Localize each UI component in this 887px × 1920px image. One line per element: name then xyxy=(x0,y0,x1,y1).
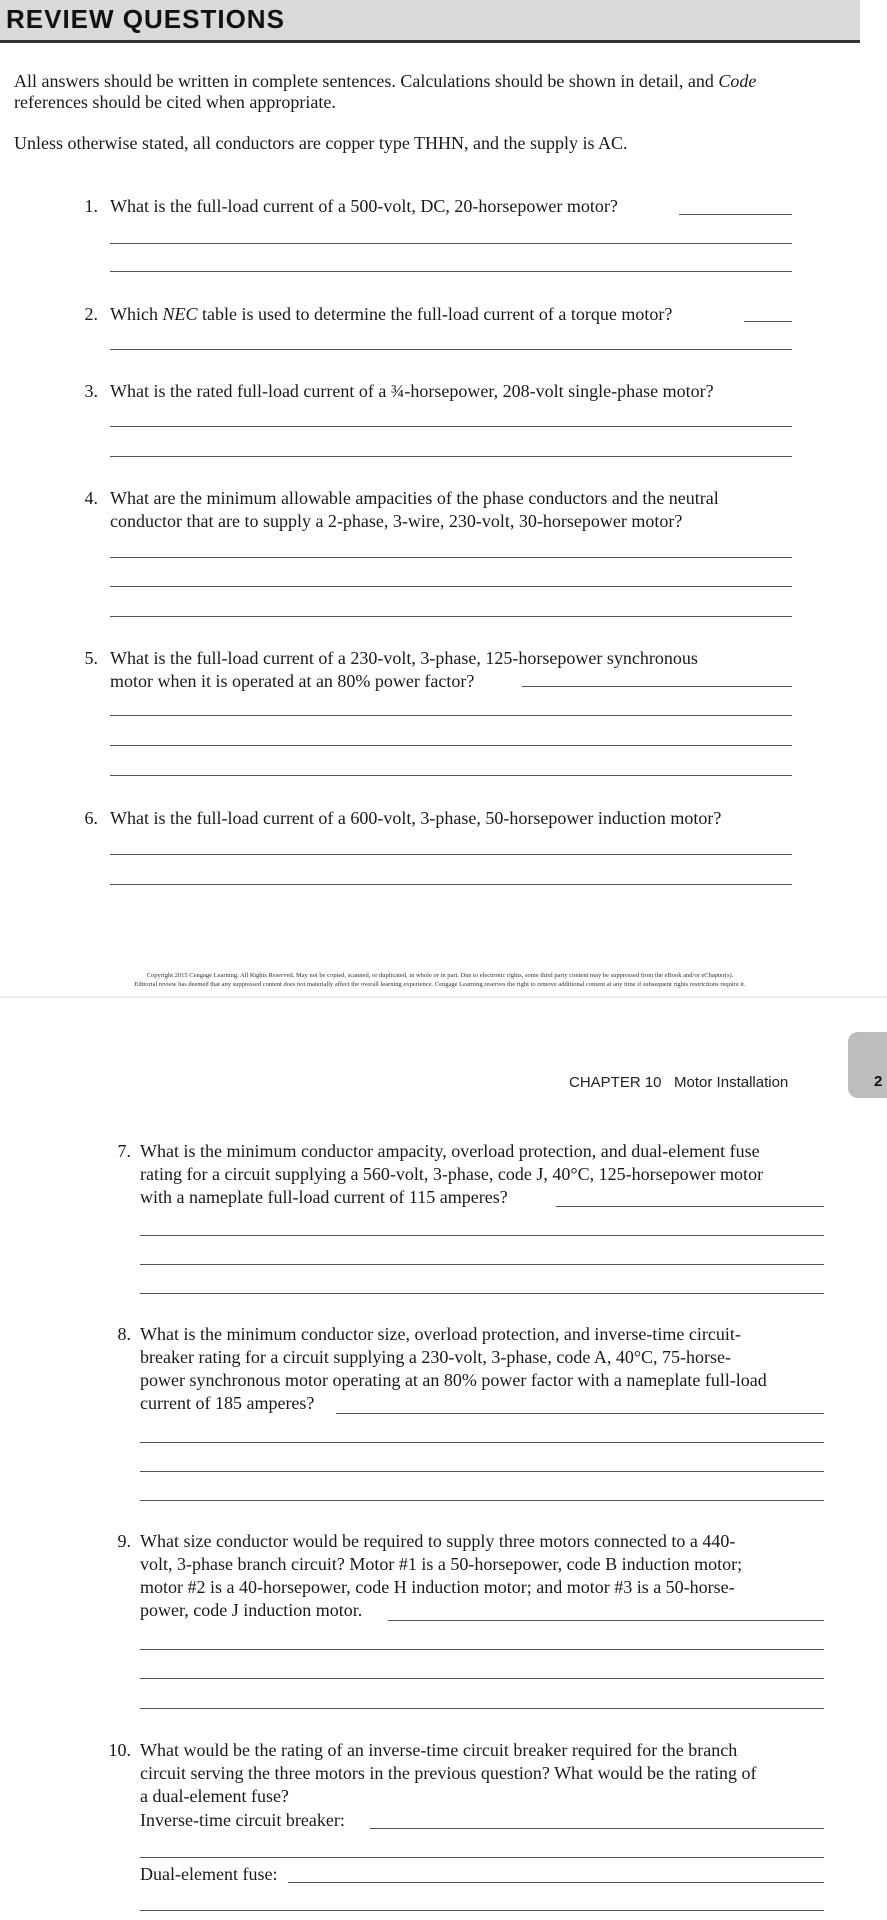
intro-line-3: Unless otherwise stated, all conductors are copper type THHN, and the supply is AC. xyxy=(14,133,628,153)
page-number: 2 xyxy=(874,1073,883,1090)
answer-line[interactable] xyxy=(110,426,792,427)
answer-line[interactable] xyxy=(522,686,792,687)
question-8: 8. What is the minimum conductor size, overload protection, and inverse-time circuit- breaker rating for a circuit supplying a 230-volt, 3-phase, code A, 40°C, 75-horse- power synchronous motor operating at an 80% power factor with a nameplate full-load current of 185 amperes? xyxy=(117,1324,767,1413)
answer-line[interactable] xyxy=(336,1413,824,1414)
answer-line[interactable] xyxy=(388,1620,824,1621)
intro-text xyxy=(14,71,874,92)
answer-line[interactable] xyxy=(679,214,792,215)
answer-line[interactable] xyxy=(140,1264,824,1265)
answer-line[interactable] xyxy=(110,616,792,617)
answer-line[interactable] xyxy=(110,243,792,244)
answer-line[interactable] xyxy=(110,715,792,716)
page-title: REVIEW QUESTIONS xyxy=(6,4,285,34)
answer-line[interactable] xyxy=(140,1678,824,1679)
answer-line[interactable] xyxy=(140,1442,824,1443)
answer-line[interactable] xyxy=(140,1471,824,1472)
answer-line[interactable] xyxy=(140,1235,824,1236)
question-6: 6. What is the full-load current of a 600-volt, 3-phase, 50-horsepower induction motor? xyxy=(84,808,722,828)
copyright-notice: Copyright 2015 Cengage Learning. All Rights Reserved. May not be copied, scanned, or duplicated, in whole or in part. Due to electronic rights, some third party content may be suppressed from the eBook and/or eChapter(s). Editorial review has deemed that any suppressed content does not materially affect the overall learning experience. Cengage Learning reserves the right to remove additional content at any time if subsequent rights restrictions require it. xyxy=(134,972,746,988)
answer-line[interactable] xyxy=(140,1500,824,1501)
intro-line-2: references should be cited when appropriate. xyxy=(14,92,336,112)
question-1: 1. What is the full-load current of a 500-volt, DC, 20-horsepower motor? xyxy=(84,196,618,216)
answer-line[interactable] xyxy=(140,1649,824,1650)
question-7: 7. What is the minimum conductor ampacity, overload protection, and dual-element fuse rating for a circuit supplying a 560-volt, 3-phase, code J, 40°C, 125-horsepower motor with a nameplate full-load current of 115 amperes? xyxy=(117,1141,764,1207)
question-5: 5. What is the full-load current of a 230-volt, 3-phase, 125-horsepower synchronous motor when it is operated at an 80% power factor? xyxy=(84,648,698,691)
chapter-header xyxy=(569,1074,788,1091)
answer-line[interactable] xyxy=(110,775,792,776)
answer-line[interactable] xyxy=(110,854,792,855)
question-10: 10. What would be the rating of an inverse-time circuit breaker required for the branch circuit serving the three motors in the previous question? What would be the rating of a dual-element fuse? xyxy=(108,1740,757,1806)
answer-line[interactable] xyxy=(140,1910,824,1911)
answer-line[interactable] xyxy=(110,557,792,558)
intro-code-word: Code xyxy=(718,71,757,91)
intro-line-1: All answers should be written in complete sentences. Calculations should be shown in detail, and xyxy=(14,71,714,91)
chapter-title: Motor Installation xyxy=(674,1074,789,1091)
question-4: 4. What are the minimum allowable ampacities of the phase conductors and the neutral conductor that are to supply a 2-phase, 3-wire, 230-volt, 30-horsepower motor? xyxy=(84,488,719,531)
answer-line[interactable] xyxy=(110,745,792,746)
field-label-breaker: Inverse-time circuit breaker: xyxy=(140,1810,345,1830)
answer-line[interactable] xyxy=(110,271,792,272)
question-2: 2. Which NEC table is used to determine the full-load current of a torque motor? xyxy=(84,304,673,324)
answer-line[interactable] xyxy=(744,321,792,322)
answer-line[interactable] xyxy=(556,1206,824,1207)
page-divider xyxy=(0,996,887,998)
question-3: 3. What is the rated full-load current of a ¾-horsepower, 208-volt single-phase motor? xyxy=(84,381,714,401)
breaker-answer-line[interactable] xyxy=(370,1828,824,1829)
chapter-label: CHAPTER 10 xyxy=(569,1074,662,1091)
answer-line[interactable] xyxy=(110,349,792,350)
answer-line[interactable] xyxy=(110,884,792,885)
answer-line[interactable] xyxy=(140,1708,824,1709)
answer-line[interactable] xyxy=(140,1857,824,1858)
field-label-fuse: Dual-element fuse: xyxy=(140,1864,278,1884)
fuse-answer-line[interactable] xyxy=(288,1882,824,1883)
question-9: 9. What size conductor would be required to supply three motors connected to a 440- volt, 3-phase branch circuit? Motor #1 is a 50-horsepower, code B induction motor; motor #2 is a 40-horsepower, code H induction motor; and motor #3 is a 50-horse- power, code J induction motor. xyxy=(117,1531,743,1620)
answer-line[interactable] xyxy=(110,456,792,457)
answer-line[interactable] xyxy=(140,1293,824,1294)
answer-line[interactable] xyxy=(110,586,792,587)
